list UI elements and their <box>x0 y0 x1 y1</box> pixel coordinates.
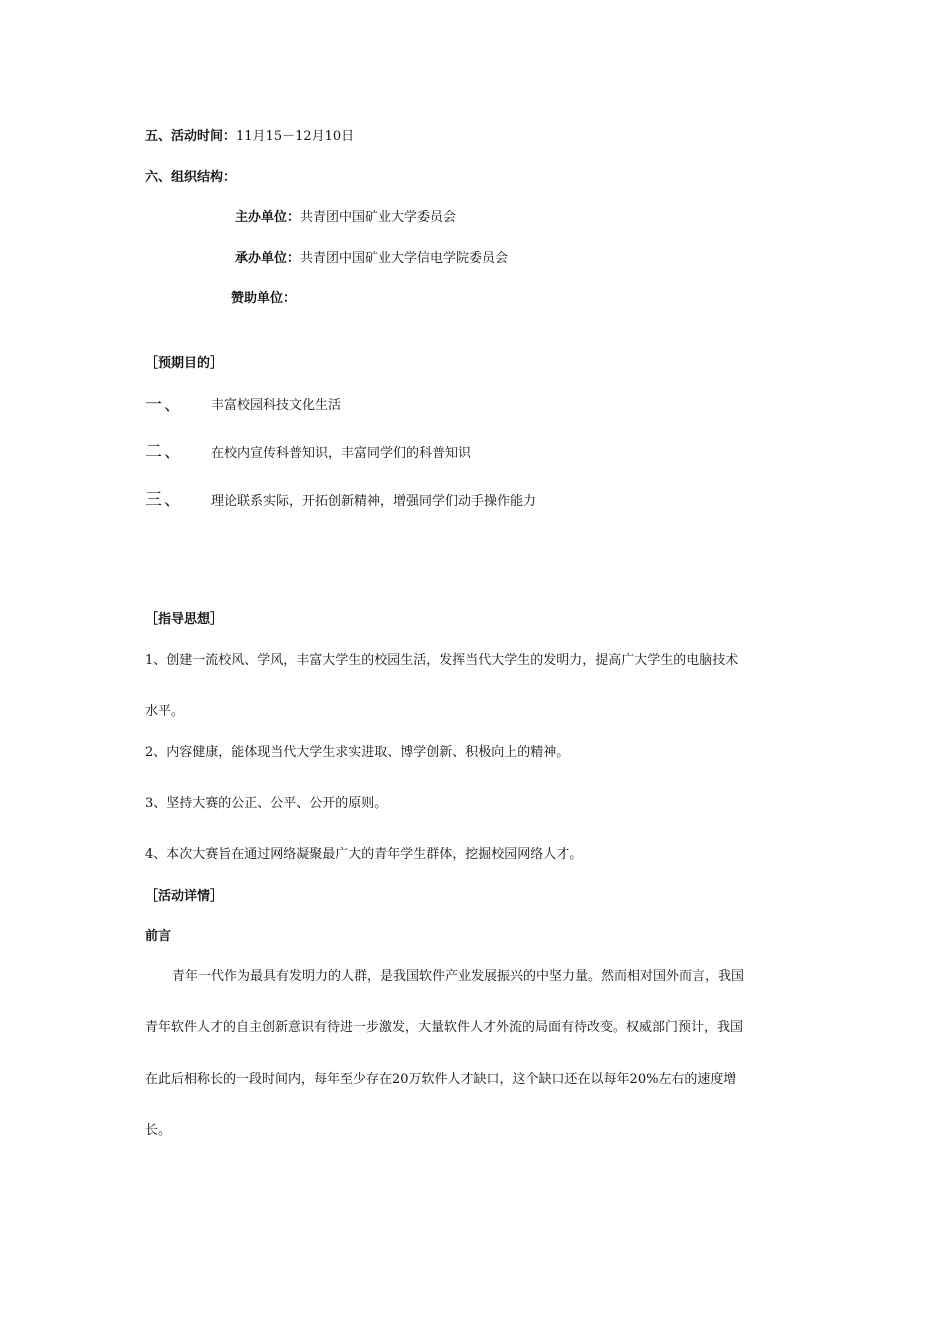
goal-number-2: 二、 <box>145 442 183 462</box>
preface-line-2: 青年软件人才的自主创新意识有待进一步激发，大量软件人才外流的局面有待改变。权威部门预计，我国 <box>145 1020 744 1035</box>
organizer-unit-line <box>235 250 508 268</box>
host-unit-value: 共青团中国矿业大学委员会 <box>300 210 457 225</box>
sponsor-unit-line <box>231 290 296 308</box>
activity-time-line <box>145 128 354 146</box>
goal-number-1: 一、 <box>145 395 183 415</box>
goal-text-2: 在校内宣传科普知识，丰富同学们的科普知识 <box>211 446 472 461</box>
organizer-unit-label: 承办单位： <box>235 251 301 266</box>
guiding-item-1-line-1: 1、创建一流校风、学风，丰富大学生的校园生活，发挥当代大学生的发明力，提高广大学生的电脑技术 <box>145 653 739 668</box>
org-structure-heading: 六、组织结构： <box>145 170 237 185</box>
host-unit-line <box>235 209 456 227</box>
preface-line-1: 青年一代作为最具有发明力的人群，是我国软件产业发展振兴的中坚力量。然而相对国外而言，我国 <box>172 969 745 984</box>
guiding-heading: ［指导思想］ <box>145 612 224 627</box>
goal-number-3: 三、 <box>145 490 183 510</box>
goals-heading: ［预期目的］ <box>145 356 224 371</box>
details-heading: ［活动详情］ <box>145 889 224 904</box>
goal-text-3: 理论联系实际，开拓创新精神，增强同学们动手操作能力 <box>211 494 537 509</box>
sponsor-unit-label: 赞助单位： <box>231 291 297 306</box>
goal-text-1: 丰富校园科技文化生活 <box>211 398 342 413</box>
activity-time-value: 11月15－12月10日 <box>236 129 355 144</box>
organizer-unit-value: 共青团中国矿业大学信电学院委员会 <box>300 251 509 266</box>
guiding-item-1-line-2: 水平。 <box>145 704 185 719</box>
activity-time-label: 五、活动时间： <box>145 129 237 144</box>
preface-line-4: 长。 <box>145 1123 172 1138</box>
guiding-item-3: 3、坚持大赛的公正、公平、公开的原则。 <box>145 796 388 811</box>
host-unit-label: 主办单位： <box>235 210 301 225</box>
preface-title: 前言 <box>145 929 172 944</box>
preface-line-3: 在此后相称长的一段时间内，每年至少存在20万软件人才缺口，这个缺口还在以每年20%左右的速度增 <box>145 1072 737 1087</box>
guiding-item-4: 4、本次大赛旨在通过网络凝聚最广大的青年学生群体，挖掘校园网络人才。 <box>145 847 583 862</box>
guiding-item-2: 2、内容健康，能体现当代大学生求实进取、博学创新、积极向上的精神。 <box>145 745 570 760</box>
